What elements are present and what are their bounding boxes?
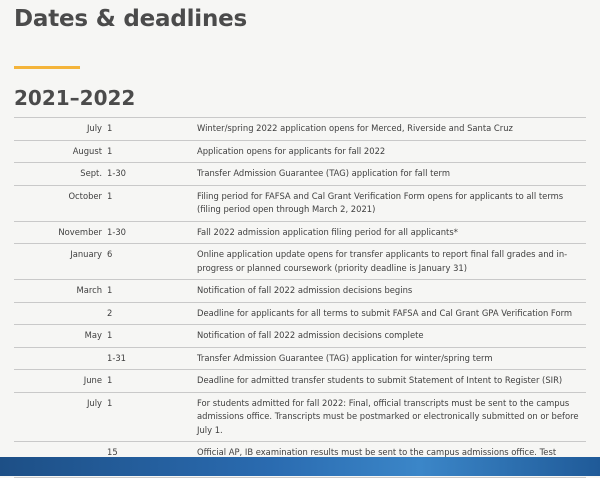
table-row [14,221,586,244]
day-cell: 6 [107,244,197,280]
month-cell: July [14,118,107,141]
description-cell: Deadline for applicants for all terms to submit FAFSA and Cal Grant GPA Verification Form [197,302,586,325]
description-cell: Transfer Admission Guarantee (TAG) application for fall term [197,163,586,186]
day-cell: 1 [107,280,197,303]
day-cell: 15 [107,442,197,478]
month-cell: January [14,244,107,280]
description-cell: Winter/spring 2022 application opens for Merced, Riverside and Santa Cruz [197,118,586,141]
month-cell: June [14,370,107,393]
description-cell: Filing period for FAFSA and Cal Grant Verification Form opens for applicants to all terms (filing period open through March 2, 2021) [197,185,586,221]
dates-table [14,117,586,478]
day-cell: 1-30 [107,221,197,244]
day-cell: 1 [107,392,197,442]
month-cell: October [14,185,107,221]
table-row [14,347,586,370]
description-cell: Online application update opens for transfer applicants to report final fall grades and in-progress or planned coursework (priority deadline is January 31) [197,244,586,280]
description-cell: Fall 2022 admission application filing period for all applicants* [197,221,586,244]
accent-divider [14,66,80,69]
table-row [14,280,586,303]
description-cell: Official AP, IB examination results must be sent to the campus admissions office. Test [197,442,586,478]
table-row [14,140,586,163]
footer-band [0,457,600,476]
table-row [14,392,586,442]
month-cell: May [14,325,107,348]
day-cell: 2 [107,302,197,325]
month-cell [14,302,107,325]
table-row [14,370,586,393]
table-row [14,185,586,221]
description-cell: Transfer Admission Guarantee (TAG) application for winter/spring term [197,347,586,370]
day-cell: 1 [107,370,197,393]
table-row [14,325,586,348]
day-cell: 1 [107,185,197,221]
table-row [14,244,586,280]
description-cell: Notification of fall 2022 admission decisions begins [197,280,586,303]
day-cell: 1 [107,118,197,141]
day-cell: 1 [107,325,197,348]
description-cell: For students admitted for fall 2022: Final, official transcripts must be sent to the campus admissions office. Transcripts must be postmarked or electronically submitted on or before July 1. [197,392,586,442]
table-row [14,118,586,141]
description-cell: Deadline for admitted transfer students to submit Statement of Intent to Register (SIR) [197,370,586,393]
page-title: Dates & deadlines [14,6,248,32]
month-cell: March [14,280,107,303]
month-cell: July [14,392,107,442]
day-cell: 1-30 [107,163,197,186]
description-cell: Application opens for applicants for fall 2022 [197,140,586,163]
day-cell: 1 [107,140,197,163]
day-cell: 1-31 [107,347,197,370]
table-row [14,163,586,186]
month-cell: Sept. [14,163,107,186]
year-heading: 2021–2022 [14,86,136,110]
month-cell: August [14,140,107,163]
table-row [14,302,586,325]
month-cell [14,347,107,370]
description-cell: Notification of fall 2022 admission decisions complete [197,325,586,348]
month-cell: November [14,221,107,244]
